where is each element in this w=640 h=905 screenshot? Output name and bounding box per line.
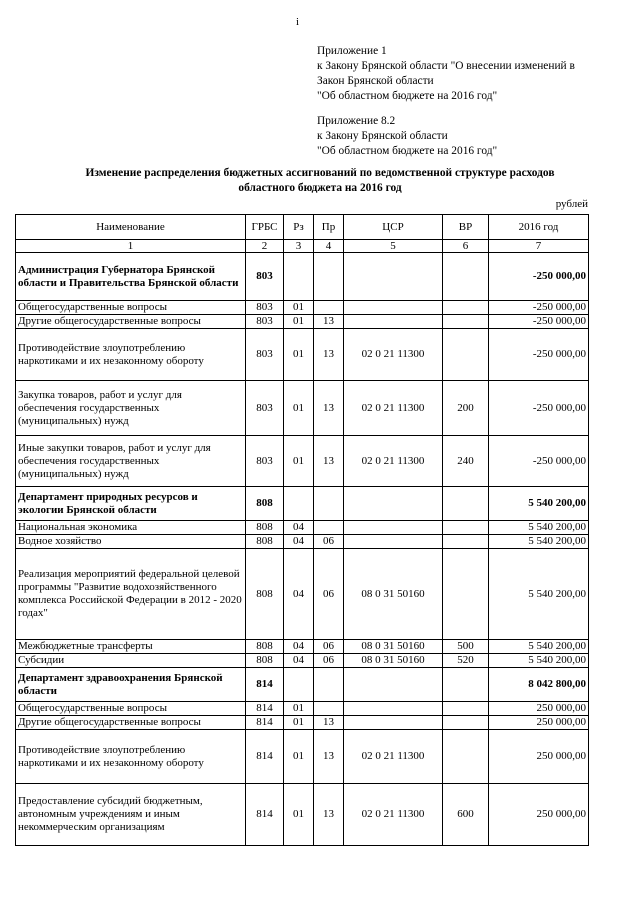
header-csr: ЦСР [344, 215, 443, 240]
cell-vr [443, 329, 489, 381]
cell-rz: 04 [284, 640, 314, 654]
cell-csr: 08 0 31 50160 [344, 654, 443, 668]
cell-amount: 250 000,00 [489, 784, 589, 846]
cell-grbs: 808 [246, 521, 284, 535]
cell-name: Предоставление субсидий бюджетным, автономным учреждениям и иным некоммерческим организациям [16, 784, 246, 846]
table-row [16, 381, 589, 436]
cell-amount: 5 540 200,00 [489, 654, 589, 668]
column-number: 2 [246, 240, 284, 253]
cell-amount: -250 000,00 [489, 315, 589, 329]
cell-grbs: 814 [246, 784, 284, 846]
table-row [16, 702, 589, 716]
cell-name: Межбюджетные трансферты [16, 640, 246, 654]
cell-name: Департамент природных ресурсов и экологии Брянской области [16, 487, 246, 521]
cell-amount: -250 000,00 [489, 436, 589, 487]
cell-pr [314, 702, 344, 716]
header-vr: ВР [443, 215, 489, 240]
cell-name: Иные закупки товаров, работ и услуг для обеспечения государственных (муниципальных) нужд [16, 436, 246, 487]
cell-vr [443, 549, 489, 640]
cell-rz: 01 [284, 784, 314, 846]
table-row [16, 654, 589, 668]
table-row [16, 549, 589, 640]
cell-grbs: 808 [246, 654, 284, 668]
cell-csr [344, 521, 443, 535]
cell-pr: 13 [314, 436, 344, 487]
cell-name: Другие общегосударственные вопросы [16, 315, 246, 329]
cell-pr: 06 [314, 640, 344, 654]
cell-name: Реализация мероприятий федеральной целевой программы "Развитие водохозяйственного комплекса Российской Федерации в 2012 - 2020 годах" [16, 549, 246, 640]
cell-grbs: 814 [246, 716, 284, 730]
cell-amount: 5 540 200,00 [489, 487, 589, 521]
title-line-2: областного бюджета на 2016 год [238, 182, 402, 194]
column-number: 5 [344, 240, 443, 253]
appendix-2-header [317, 114, 497, 159]
document-title [0, 166, 640, 196]
cell-vr: 500 [443, 640, 489, 654]
cell-csr [344, 487, 443, 521]
cell-pr [314, 521, 344, 535]
cell-rz [284, 487, 314, 521]
cell-amount: -250 000,00 [489, 301, 589, 315]
cell-csr: 08 0 31 50160 [344, 640, 443, 654]
appendix-1-line: к Закону Брянской области "О внесении изменений в [317, 60, 575, 72]
cell-pr: 13 [314, 784, 344, 846]
header-pr: Пр [314, 215, 344, 240]
cell-name: Общегосударственные вопросы [16, 702, 246, 716]
cell-grbs: 803 [246, 329, 284, 381]
cell-rz: 01 [284, 702, 314, 716]
appendix-1-header [317, 44, 575, 104]
page-number: i [296, 16, 300, 28]
cell-amount: -250 000,00 [489, 253, 589, 301]
table-row [16, 730, 589, 784]
cell-pr: 13 [314, 730, 344, 784]
cell-grbs: 803 [246, 315, 284, 329]
table-row [16, 487, 589, 521]
cell-name: Субсидии [16, 654, 246, 668]
cell-rz: 04 [284, 549, 314, 640]
appendix-2-line: к Закону Брянской области [317, 130, 448, 142]
appendix-1-line: Приложение 1 [317, 45, 387, 57]
cell-pr: 13 [314, 329, 344, 381]
cell-csr [344, 253, 443, 301]
cell-vr: 200 [443, 381, 489, 436]
cell-vr [443, 315, 489, 329]
appendix-2-line: Приложение 8.2 [317, 115, 396, 127]
table-row [16, 784, 589, 846]
cell-amount: 5 540 200,00 [489, 535, 589, 549]
cell-vr: 520 [443, 654, 489, 668]
cell-csr [344, 668, 443, 702]
column-number: 7 [489, 240, 589, 253]
column-number: 3 [284, 240, 314, 253]
cell-grbs: 814 [246, 668, 284, 702]
cell-csr [344, 702, 443, 716]
header-grbs: ГРБС [246, 215, 284, 240]
column-number: 1 [16, 240, 246, 253]
cell-rz [284, 668, 314, 702]
cell-grbs: 814 [246, 730, 284, 784]
cell-amount: 250 000,00 [489, 716, 589, 730]
cell-rz: 01 [284, 381, 314, 436]
cell-pr: 13 [314, 716, 344, 730]
cell-name: Другие общегосударственные вопросы [16, 716, 246, 730]
cell-csr: 02 0 21 11300 [344, 784, 443, 846]
cell-pr [314, 301, 344, 315]
table-row [16, 329, 589, 381]
cell-rz: 04 [284, 521, 314, 535]
table-row [16, 253, 589, 301]
table-body [16, 253, 589, 846]
cell-amount: 8 042 800,00 [489, 668, 589, 702]
appendix-1-line: Закон Брянской области [317, 75, 434, 87]
cell-amount: 5 540 200,00 [489, 521, 589, 535]
header-name: Наименование [16, 215, 246, 240]
cell-csr: 08 0 31 50160 [344, 549, 443, 640]
cell-amount: -250 000,00 [489, 381, 589, 436]
cell-csr: 02 0 21 11300 [344, 329, 443, 381]
header-year: 2016 год [489, 215, 589, 240]
cell-csr: 02 0 21 11300 [344, 730, 443, 784]
cell-amount: 250 000,00 [489, 730, 589, 784]
cell-grbs: 803 [246, 253, 284, 301]
column-number: 4 [314, 240, 344, 253]
cell-pr: 13 [314, 381, 344, 436]
cell-grbs: 803 [246, 301, 284, 315]
cell-csr: 02 0 21 11300 [344, 436, 443, 487]
cell-rz [284, 253, 314, 301]
cell-amount: -250 000,00 [489, 329, 589, 381]
cell-rz: 01 [284, 436, 314, 487]
cell-vr [443, 716, 489, 730]
table-row [16, 535, 589, 549]
table-row [16, 668, 589, 702]
cell-grbs: 803 [246, 436, 284, 487]
table-row [16, 716, 589, 730]
table-row [16, 521, 589, 535]
column-number: 6 [443, 240, 489, 253]
cell-csr [344, 716, 443, 730]
cell-vr [443, 730, 489, 784]
cell-vr [443, 253, 489, 301]
cell-name: Общегосударственные вопросы [16, 301, 246, 315]
cell-vr [443, 487, 489, 521]
cell-csr [344, 535, 443, 549]
cell-grbs: 814 [246, 702, 284, 716]
table-row [16, 640, 589, 654]
cell-grbs: 808 [246, 487, 284, 521]
cell-rz: 04 [284, 535, 314, 549]
table-row [16, 436, 589, 487]
cell-grbs: 808 [246, 535, 284, 549]
cell-vr [443, 668, 489, 702]
cell-grbs: 808 [246, 549, 284, 640]
cell-name: Противодействие злоупотреблению наркотиками и их незаконному обороту [16, 329, 246, 381]
cell-name: Национальная экономика [16, 521, 246, 535]
cell-vr: 240 [443, 436, 489, 487]
cell-rz: 01 [284, 329, 314, 381]
cell-vr [443, 702, 489, 716]
cell-pr [314, 253, 344, 301]
cell-vr [443, 521, 489, 535]
cell-rz: 01 [284, 315, 314, 329]
table-row [16, 301, 589, 315]
cell-vr: 600 [443, 784, 489, 846]
cell-name: Департамент здравоохранения Брянской области [16, 668, 246, 702]
appendix-2-line: "Об областном бюджете на 2016 год" [317, 145, 498, 157]
cell-rz: 01 [284, 716, 314, 730]
table-row [16, 315, 589, 329]
cell-amount: 5 540 200,00 [489, 549, 589, 640]
cell-vr [443, 535, 489, 549]
cell-name: Закупка товаров, работ и услуг для обеспечения государственных (муниципальных) нужд [16, 381, 246, 436]
cell-rz: 01 [284, 301, 314, 315]
cell-amount: 5 540 200,00 [489, 640, 589, 654]
cell-csr: 02 0 21 11300 [344, 381, 443, 436]
cell-pr: 06 [314, 549, 344, 640]
cell-pr: 13 [314, 315, 344, 329]
unit-label: рублей [555, 198, 588, 210]
header-rz: Рз [284, 215, 314, 240]
cell-pr: 06 [314, 535, 344, 549]
table-header-row [16, 215, 589, 240]
cell-csr [344, 301, 443, 315]
budget-table [15, 214, 589, 846]
title-line-1: Изменение распределения бюджетных ассигнований по ведомственной структуре расходов [85, 167, 555, 179]
cell-name: Водное хозяйство [16, 535, 246, 549]
cell-grbs: 803 [246, 381, 284, 436]
column-numbers-row [16, 240, 589, 253]
cell-amount: 250 000,00 [489, 702, 589, 716]
cell-vr [443, 301, 489, 315]
appendix-1-line: "Об областном бюджете на 2016 год" [317, 90, 498, 102]
cell-csr [344, 315, 443, 329]
cell-pr [314, 487, 344, 521]
cell-grbs: 808 [246, 640, 284, 654]
cell-pr [314, 668, 344, 702]
cell-name: Противодействие злоупотреблению наркотиками и их незаконному обороту [16, 730, 246, 784]
cell-rz: 01 [284, 730, 314, 784]
cell-rz: 04 [284, 654, 314, 668]
cell-pr: 06 [314, 654, 344, 668]
cell-name: Администрация Губернатора Брянской области и Правительства Брянской области [16, 253, 246, 301]
